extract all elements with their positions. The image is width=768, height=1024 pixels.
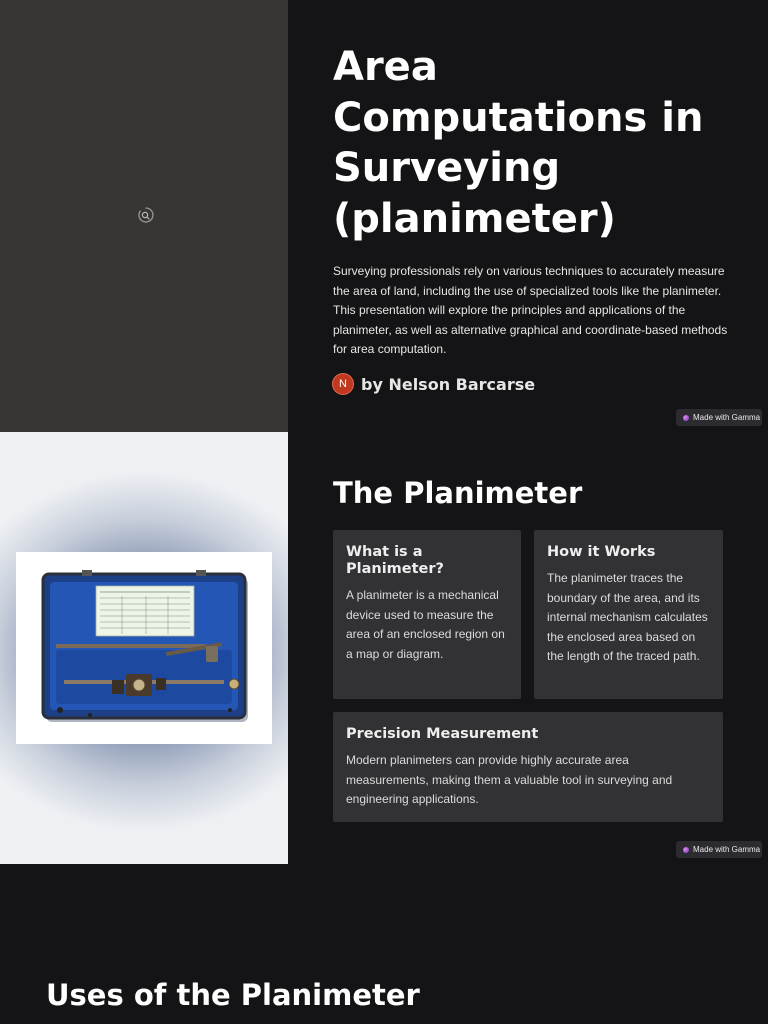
slide-planimeter [0,432,768,864]
slide-uses [0,864,768,1024]
info-card-precision [333,712,723,822]
avatar: N [333,374,353,394]
intro-text: Surveying professionals rely on various techniques to accurately measure the area of land, including the use of specialized tools like the planimeter. This presentation will explore the principles and applications of the planimeter, as well as alternative graphical and coordinate-based methods for area computation. [333,264,728,356]
gamma-logo-icon [683,415,689,421]
info-card-what-is [333,530,521,699]
card-title: How it Works [547,544,656,560]
info-card-how-it-works [534,530,723,699]
section-title-uses: Uses of the Planimeter [46,978,420,1012]
badge-label: Made with Gamma [693,413,761,422]
card-body: The planimeter traces the boundary of the area, and its internal mechanism calculates the enclosed area based on the length of the traced path. [547,571,708,663]
made-with-gamma-badge[interactable] [676,841,762,858]
planimeter-photo [16,552,272,744]
planimeter-illustration [16,552,272,744]
card-body: Modern planimeters can provide highly accurate area measurements, making them a valuable tool in surveying and engineering applications. [346,753,673,806]
card-title: Precision Measurement [346,726,539,742]
section-title-planimeter: The Planimeter [333,476,583,510]
gamma-logo-icon [683,847,689,853]
slide-image-placeholder [0,0,288,432]
slide-title [0,0,768,432]
author-name: by Nelson Barcarse [361,374,536,394]
card-body: A planimeter is a mechanical device used to measure the area of an enclosed region on a map or diagram. [346,588,505,661]
author-line [333,373,535,395]
card-title: What is a Planimeter? [346,544,444,577]
image-loading-icon [137,206,155,224]
made-with-gamma-badge[interactable] [676,409,762,426]
page-title: Area Computations in Surveying (planimeter) [333,44,704,242]
slide-image-background [0,432,288,864]
badge-label: Made with Gamma [693,845,761,854]
